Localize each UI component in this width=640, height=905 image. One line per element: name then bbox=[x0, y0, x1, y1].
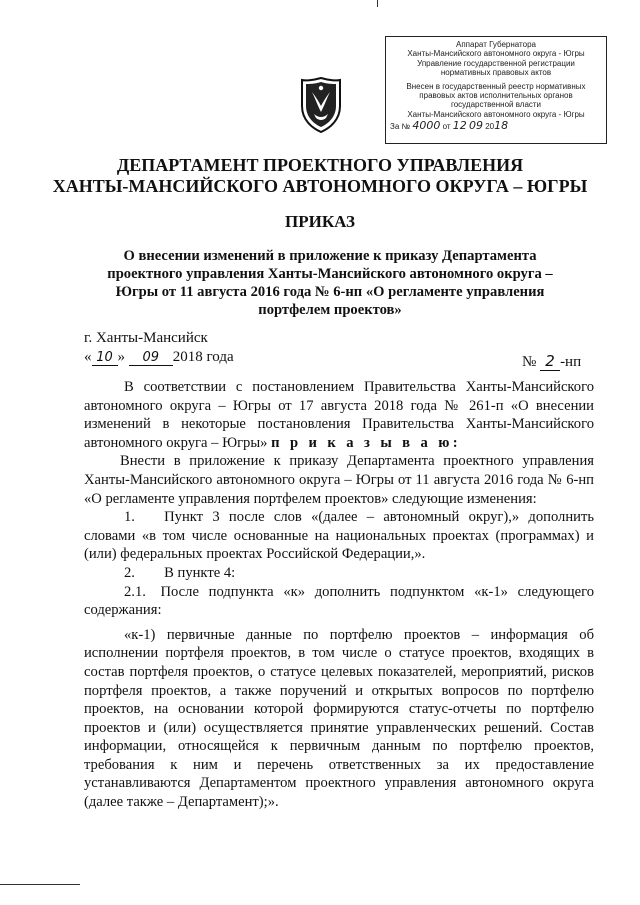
number-value: 2 bbox=[540, 352, 560, 371]
city: г. Ханты-Мансийск bbox=[84, 330, 208, 346]
stamp-reg-number: 4000 bbox=[412, 119, 441, 133]
list-item: 2.1. После подпункта «к» дополнить подпунктом «к-1» следующего содержания: bbox=[84, 583, 594, 619]
stamp-line: нормативных правовых актов bbox=[440, 68, 552, 78]
date-open-quote: « bbox=[84, 349, 92, 365]
number-suffix: -нп bbox=[560, 354, 582, 370]
body-paragraph: Внести в приложение к приказу Департамента проектного управления Ханты-Мансийского автономного округа – Югры от 11 августа 2016 года № 6-нп «О регламенте управления портфелем проектов» следующие изменения: bbox=[84, 453, 594, 507]
stamp-line: Внесен в государственный реестр нормативных bbox=[406, 81, 586, 91]
stamp-reg-from: от bbox=[442, 122, 451, 132]
date-day: 10 bbox=[92, 350, 118, 366]
coat-of-arms-icon bbox=[300, 76, 342, 134]
document-body bbox=[84, 378, 594, 812]
stamp-line: Ханты-Мансийского автономного округа - Югры bbox=[407, 109, 585, 119]
stamp-registration-line bbox=[390, 121, 602, 131]
stamp-line: правовых актов исполнительных органов bbox=[419, 91, 573, 101]
list-item: 2. В пункте 4: bbox=[124, 564, 236, 581]
stamp-line: государственной власти bbox=[450, 100, 542, 110]
stamp-reg-prefix: За № bbox=[390, 122, 411, 132]
document-date bbox=[84, 349, 234, 366]
document-number bbox=[522, 352, 581, 371]
document-subject: О внесении изменений в приложение к приказу Департамента проектного управления Ханты-Мансийского автономного округа – Югры от 11 августа 2016 года № 6-нп «О регламенте управления портфелем проектов» bbox=[107, 248, 553, 318]
scan-mark bbox=[377, 0, 378, 7]
number-prefix: № bbox=[522, 354, 537, 370]
list-item: 1. Пункт 3 после слов «(далее – автономный округ),» дополнить словами «в том числе основанные на национальных проектах (программах) и (или) федеральных проектах Российской Федерации,». bbox=[84, 509, 594, 563]
stamp-reg-year-prefix: 20 bbox=[485, 122, 495, 132]
stamp-reg-year: 18 bbox=[494, 119, 509, 133]
stamp-reg-day: 12 bbox=[452, 119, 467, 133]
stamp-line: Аппарат Губернатора bbox=[456, 40, 536, 49]
preamble-text: В соответствии с постановлением Правительства Ханты-Мансийского автономного округа – Югры от 17 августа 2018 года № 261-п «О внесении изменений в некоторые постановления Правительства Ханты-Мансийского автономного округа – Югры» bbox=[84, 379, 594, 451]
stamp-line: Управление государственной регистрации bbox=[417, 58, 575, 68]
document-type: ПРИКАЗ bbox=[285, 212, 355, 231]
footnote-divider bbox=[0, 884, 80, 885]
date-year: 2018 года bbox=[172, 349, 234, 365]
preamble-paragraph bbox=[84, 378, 594, 452]
date-close-quote: » bbox=[117, 349, 125, 365]
stamp-reg-month: 09 bbox=[468, 119, 483, 133]
department-title-line1: ДЕПАРТАМЕНТ ПРОЕКТНОГО УПРАВЛЕНИЯ bbox=[116, 155, 524, 175]
stamp-line: Ханты-Мансийского автономного округа - Югры bbox=[407, 49, 585, 59]
order-word: п р и к а з ы в а ю: bbox=[271, 434, 462, 451]
quoted-paragraph: «к-1) первичные данные по портфелю проектов – информация об исполнении портфеля проектов, в том числе о статусе проектов, входящих в состав портфеля проектов, о статусе целевых показателей, мероприятий, рисков портфеля проектов, а также поручений и открытых вопросов по портфелю проектов, на основании которой формируются статус-отчеты по портфелю проектов и (или) осуществляется принятие управленческих решений. Состав информации, относящейся к первичным данным по портфелю проектов, требования к ним и перечень ответственных за их предоставление устанавливаются Департаментом проектного управления автономного округа (далее также – Департамент);». bbox=[84, 626, 594, 811]
department-title-line2: ХАНТЫ-МАНСИЙСКОГО АВТОНОМНОГО ОКРУГА – ЮГРЫ bbox=[52, 176, 588, 196]
registration-stamp bbox=[385, 36, 607, 144]
date-month: 09 bbox=[129, 350, 173, 366]
